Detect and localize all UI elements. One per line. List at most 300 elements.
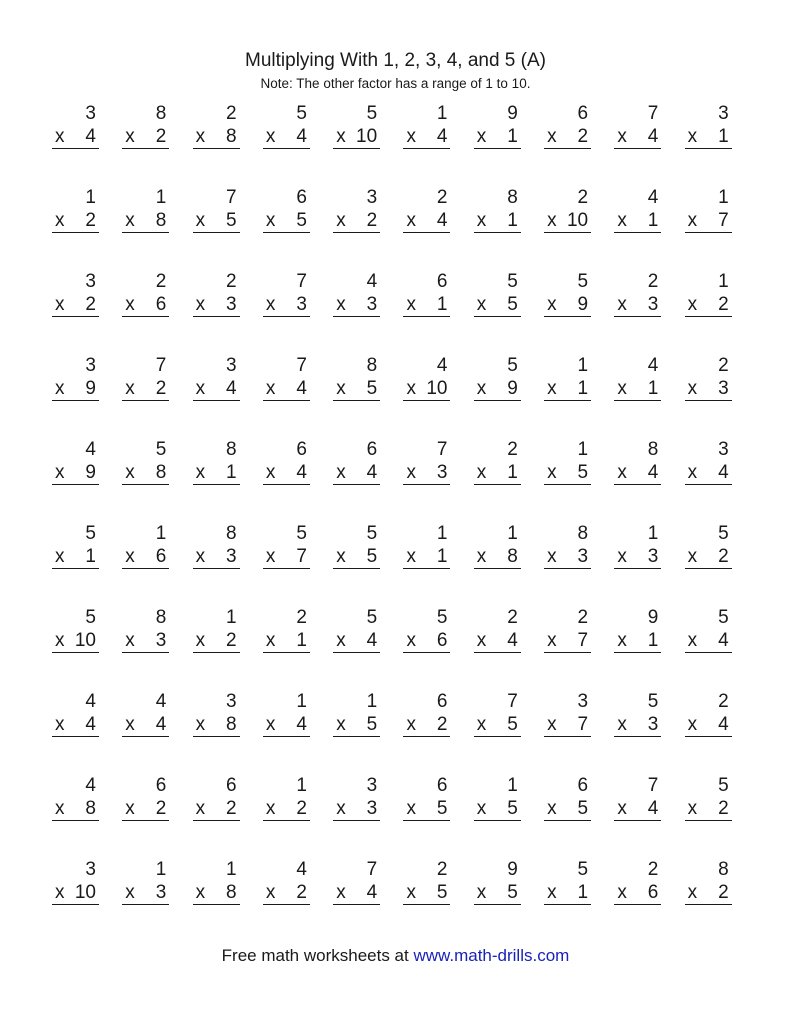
problem <box>614 436 661 520</box>
multiply-sign: x <box>195 210 206 231</box>
problem <box>685 688 732 772</box>
bottom-factor: 4 <box>718 630 729 651</box>
multiply-sign: x <box>125 714 135 735</box>
bottom-factor: 6 <box>436 630 448 651</box>
bottom-factor: 4 <box>718 462 729 483</box>
answer-line <box>263 462 310 485</box>
answer-line <box>544 882 591 905</box>
problem <box>614 688 661 772</box>
multiply-sign: x <box>617 210 627 231</box>
multiply-sign: x <box>687 546 698 567</box>
problem <box>52 184 99 268</box>
answer-line <box>685 210 732 233</box>
answer-line <box>614 882 661 905</box>
top-factor: 6 <box>155 775 167 796</box>
answer-line <box>544 630 591 653</box>
answer-line <box>403 546 450 569</box>
answer-line <box>333 546 380 569</box>
top-factor: 3 <box>366 775 378 796</box>
multiply-sign: x <box>687 378 698 399</box>
worksheet-title: Multiplying With 1, 2, 3, 4, and 5 (A) <box>245 50 546 71</box>
top-factor: 5 <box>366 607 378 628</box>
answer-line <box>403 630 450 653</box>
bottom-factor: 1 <box>507 462 518 483</box>
bottom-factor: 2 <box>718 294 729 315</box>
bottom-factor: 1 <box>507 210 518 231</box>
answer-line <box>193 798 240 821</box>
top-factor: 1 <box>296 691 307 712</box>
problem <box>333 520 380 604</box>
multiply-sign: x <box>195 630 206 651</box>
bottom-factor: 5 <box>507 294 518 315</box>
problem-row <box>52 100 742 184</box>
bottom-factor: 4 <box>296 126 307 147</box>
top-factor: 7 <box>155 355 167 376</box>
bottom-factor: 2 <box>85 294 96 315</box>
top-factor: 5 <box>366 103 378 124</box>
top-factor: 3 <box>85 271 96 292</box>
top-factor: 7 <box>226 187 237 208</box>
bottom-factor: 1 <box>647 378 659 399</box>
top-factor: 4 <box>366 271 378 292</box>
problem <box>474 688 521 772</box>
answer-line <box>122 462 169 485</box>
answer-line <box>52 210 99 233</box>
top-factor: 7 <box>296 271 307 292</box>
answer-line <box>122 546 169 569</box>
top-factor: 8 <box>155 103 167 124</box>
top-factor: 6 <box>366 439 378 460</box>
problem <box>122 352 169 436</box>
top-factor: 2 <box>436 859 448 880</box>
problem <box>685 520 732 604</box>
problem <box>614 520 661 604</box>
multiply-sign: x <box>547 126 557 147</box>
multiply-sign: x <box>125 546 135 567</box>
multiply-sign: x <box>336 798 346 819</box>
top-factor: 1 <box>155 187 167 208</box>
bottom-factor: 7 <box>577 630 589 651</box>
top-factor: 5 <box>718 607 729 628</box>
top-factor: 4 <box>85 439 96 460</box>
problem <box>333 856 380 940</box>
bottom-factor: 8 <box>155 462 167 483</box>
multiply-sign: x <box>336 546 346 567</box>
answer-line <box>474 126 521 149</box>
multiply-sign: x <box>687 798 698 819</box>
bottom-factor: 5 <box>507 882 518 903</box>
bottom-factor: 5 <box>366 546 378 567</box>
answer-line <box>544 210 591 233</box>
top-factor: 5 <box>507 271 518 292</box>
top-factor: 8 <box>647 439 659 460</box>
bottom-factor: 7 <box>577 714 589 735</box>
multiply-sign: x <box>55 294 65 315</box>
multiply-sign: x <box>265 210 276 231</box>
bottom-factor: 9 <box>85 378 96 399</box>
bottom-factor: 4 <box>85 126 96 147</box>
bottom-factor: 1 <box>85 546 96 567</box>
bottom-factor: 7 <box>718 210 729 231</box>
top-factor: 5 <box>85 523 96 544</box>
problem <box>614 352 661 436</box>
problem <box>52 352 99 436</box>
answer-line <box>193 126 240 149</box>
answer-line <box>263 294 310 317</box>
bottom-factor: 3 <box>226 294 237 315</box>
multiply-sign: x <box>547 630 557 651</box>
bottom-factor: 5 <box>296 210 307 231</box>
multiply-sign: x <box>265 882 276 903</box>
answer-line <box>403 126 450 149</box>
multiply-sign: x <box>55 714 65 735</box>
problem <box>614 100 661 184</box>
answer-line <box>403 294 450 317</box>
bottom-factor: 3 <box>647 294 659 315</box>
problem <box>263 100 310 184</box>
answer-line <box>52 798 99 821</box>
bottom-factor: 5 <box>507 798 518 819</box>
problem <box>614 604 661 688</box>
problem <box>122 184 169 268</box>
top-factor: 6 <box>296 187 307 208</box>
top-factor: 1 <box>507 523 518 544</box>
problem <box>685 772 732 856</box>
bottom-factor: 1 <box>647 630 659 651</box>
bottom-factor: 3 <box>436 462 448 483</box>
answer-line <box>122 630 169 653</box>
multiply-sign: x <box>406 546 416 567</box>
answer-line <box>333 882 380 905</box>
top-factor: 3 <box>85 355 96 376</box>
problem <box>333 352 380 436</box>
problem <box>614 268 661 352</box>
answer-line <box>544 294 591 317</box>
multiply-sign: x <box>406 294 416 315</box>
bottom-factor: 2 <box>718 546 729 567</box>
answer-line <box>685 294 732 317</box>
answer-line <box>614 210 661 233</box>
top-factor: 5 <box>366 523 378 544</box>
bottom-factor: 2 <box>85 210 96 231</box>
bottom-factor: 2 <box>155 378 167 399</box>
answer-line <box>403 378 450 401</box>
problem <box>263 772 310 856</box>
answer-line <box>193 462 240 485</box>
answer-line <box>122 294 169 317</box>
answer-line <box>685 378 732 401</box>
bottom-factor: 1 <box>226 462 237 483</box>
top-factor: 8 <box>226 439 237 460</box>
problem <box>122 520 169 604</box>
bottom-factor: 2 <box>226 630 237 651</box>
bottom-factor: 4 <box>647 798 659 819</box>
multiply-sign: x <box>617 378 627 399</box>
answer-line <box>122 798 169 821</box>
problem <box>614 772 661 856</box>
multiply-sign: x <box>336 210 346 231</box>
problem <box>122 856 169 940</box>
answer-line <box>263 798 310 821</box>
bottom-factor: 2 <box>296 798 307 819</box>
problem <box>403 604 450 688</box>
multiply-sign: x <box>476 546 487 567</box>
multiply-sign: x <box>547 546 557 567</box>
problem <box>52 100 99 184</box>
problem <box>193 856 240 940</box>
problem <box>403 184 450 268</box>
multiply-sign: x <box>406 126 416 147</box>
answer-line <box>333 714 380 737</box>
top-factor: 6 <box>436 271 448 292</box>
problem <box>544 856 591 940</box>
top-factor: 7 <box>366 859 378 880</box>
problem <box>685 268 732 352</box>
answer-line <box>544 462 591 485</box>
multiply-sign: x <box>195 126 206 147</box>
bottom-factor: 1 <box>577 882 589 903</box>
top-factor: 1 <box>155 859 167 880</box>
problem <box>193 184 240 268</box>
top-factor: 2 <box>647 271 659 292</box>
top-factor: 2 <box>296 607 307 628</box>
bottom-factor: 3 <box>647 546 659 567</box>
problem <box>333 688 380 772</box>
problem <box>193 604 240 688</box>
answer-line <box>685 882 732 905</box>
top-factor: 9 <box>507 859 518 880</box>
problem <box>403 268 450 352</box>
problem <box>403 352 450 436</box>
bottom-factor: 3 <box>366 294 378 315</box>
bottom-factor: 4 <box>296 378 307 399</box>
problem <box>403 688 450 772</box>
footer-link[interactable]: www.math-drills.com <box>413 946 570 965</box>
answer-line <box>614 378 661 401</box>
problem-row <box>52 352 742 436</box>
answer-line <box>614 798 661 821</box>
bottom-factor: 4 <box>436 126 448 147</box>
bottom-factor: 2 <box>226 798 237 819</box>
bottom-factor: 6 <box>155 294 167 315</box>
problem <box>685 184 732 268</box>
multiply-sign: x <box>55 378 65 399</box>
answer-line <box>122 210 169 233</box>
multiply-sign: x <box>547 294 557 315</box>
multiply-sign: x <box>547 462 557 483</box>
top-factor: 7 <box>647 103 659 124</box>
bottom-factor: 4 <box>647 462 659 483</box>
multiply-sign: x <box>55 546 65 567</box>
problem <box>685 352 732 436</box>
top-factor: 7 <box>647 775 659 796</box>
answer-line <box>544 378 591 401</box>
bottom-factor: 7 <box>296 546 307 567</box>
answer-line <box>193 882 240 905</box>
bottom-factor: 2 <box>718 798 729 819</box>
top-factor: 1 <box>436 103 448 124</box>
answer-line <box>474 546 521 569</box>
multiply-sign: x <box>336 630 346 651</box>
bottom-factor: 4 <box>718 714 729 735</box>
problem-row <box>52 184 742 268</box>
answer-line <box>474 630 521 653</box>
answer-line <box>193 546 240 569</box>
bottom-factor: 10 <box>356 126 378 147</box>
multiply-sign: x <box>55 630 65 651</box>
multiply-sign: x <box>265 630 276 651</box>
multiply-sign: x <box>617 714 627 735</box>
problem <box>122 100 169 184</box>
top-factor: 1 <box>647 523 659 544</box>
multiply-sign: x <box>617 630 627 651</box>
multiply-sign: x <box>687 210 698 231</box>
multiply-sign: x <box>125 882 135 903</box>
multiply-sign: x <box>406 798 416 819</box>
answer-line <box>403 798 450 821</box>
bottom-factor: 4 <box>85 714 96 735</box>
top-factor: 2 <box>577 607 589 628</box>
footer-text: Free math worksheets at <box>221 946 414 965</box>
bottom-factor: 3 <box>155 882 167 903</box>
problem <box>474 856 521 940</box>
problem <box>544 688 591 772</box>
problem <box>403 772 450 856</box>
top-factor: 6 <box>296 439 307 460</box>
bottom-factor: 1 <box>718 126 729 147</box>
answer-line <box>474 210 521 233</box>
bottom-factor: 3 <box>647 714 659 735</box>
multiply-sign: x <box>336 882 346 903</box>
top-factor: 8 <box>155 607 167 628</box>
top-factor: 5 <box>507 355 518 376</box>
problem <box>685 856 732 940</box>
answer-line <box>685 630 732 653</box>
multiply-sign: x <box>687 714 698 735</box>
bottom-factor: 9 <box>85 462 96 483</box>
multiply-sign: x <box>195 798 206 819</box>
bottom-factor: 6 <box>155 546 167 567</box>
bottom-factor: 3 <box>366 798 378 819</box>
multiply-sign: x <box>336 714 346 735</box>
answer-line <box>544 546 591 569</box>
problem <box>122 688 169 772</box>
bottom-factor: 9 <box>577 294 589 315</box>
bottom-factor: 8 <box>226 126 237 147</box>
top-factor: 1 <box>226 607 237 628</box>
answer-line <box>474 882 521 905</box>
bottom-factor: 3 <box>226 546 237 567</box>
top-factor: 1 <box>718 271 729 292</box>
multiply-sign: x <box>406 882 416 903</box>
multiply-sign: x <box>476 630 487 651</box>
answer-line <box>474 798 521 821</box>
problem <box>122 604 169 688</box>
top-factor: 4 <box>296 859 307 880</box>
bottom-factor: 5 <box>507 714 518 735</box>
multiply-sign: x <box>476 126 487 147</box>
answer-line <box>193 210 240 233</box>
multiply-sign: x <box>617 126 627 147</box>
multiply-sign: x <box>476 210 487 231</box>
problem <box>685 436 732 520</box>
problem <box>333 268 380 352</box>
problem <box>403 856 450 940</box>
problem <box>263 352 310 436</box>
top-factor: 2 <box>507 439 518 460</box>
problem <box>544 520 591 604</box>
bottom-factor: 1 <box>577 378 589 399</box>
problem <box>52 772 99 856</box>
top-factor: 4 <box>85 775 96 796</box>
answer-line <box>52 462 99 485</box>
answer-line <box>333 294 380 317</box>
top-factor: 6 <box>226 775 237 796</box>
top-factor: 2 <box>718 691 729 712</box>
problem <box>122 436 169 520</box>
top-factor: 6 <box>436 691 448 712</box>
top-factor: 1 <box>507 775 518 796</box>
problem <box>474 352 521 436</box>
bottom-factor: 10 <box>426 378 448 399</box>
worksheet-note: Note: The other factor has a range of 1 to 10. <box>260 76 531 91</box>
multiply-sign: x <box>125 210 135 231</box>
bottom-factor: 4 <box>226 378 237 399</box>
problem <box>685 100 732 184</box>
answer-line <box>403 462 450 485</box>
multiply-sign: x <box>406 210 416 231</box>
bottom-factor: 1 <box>507 126 518 147</box>
top-factor: 1 <box>155 523 167 544</box>
problem <box>474 100 521 184</box>
top-factor: 4 <box>647 355 659 376</box>
multiply-sign: x <box>406 378 416 399</box>
multiply-sign: x <box>125 462 135 483</box>
top-factor: 5 <box>296 103 307 124</box>
answer-line <box>263 126 310 149</box>
answer-line <box>193 714 240 737</box>
top-factor: 7 <box>507 691 518 712</box>
bottom-factor: 10 <box>74 630 96 651</box>
multiply-sign: x <box>195 714 206 735</box>
multiply-sign: x <box>55 126 65 147</box>
answer-line <box>403 882 450 905</box>
top-factor: 5 <box>296 523 307 544</box>
multiply-sign: x <box>265 798 276 819</box>
bottom-factor: 3 <box>718 378 729 399</box>
problem <box>263 436 310 520</box>
top-factor: 5 <box>647 691 659 712</box>
problem <box>614 856 661 940</box>
answer-line <box>122 714 169 737</box>
answer-line <box>403 210 450 233</box>
bottom-factor: 10 <box>74 882 96 903</box>
problem <box>263 688 310 772</box>
top-factor: 7 <box>296 355 307 376</box>
footer <box>0 945 791 967</box>
problem <box>193 520 240 604</box>
top-factor: 6 <box>436 775 448 796</box>
top-factor: 1 <box>366 691 378 712</box>
problem <box>263 520 310 604</box>
bottom-factor: 4 <box>366 882 378 903</box>
bottom-factor: 4 <box>366 462 378 483</box>
multiply-sign: x <box>476 378 487 399</box>
problem <box>193 100 240 184</box>
answer-line <box>333 210 380 233</box>
bottom-factor: 5 <box>436 798 448 819</box>
multiply-sign: x <box>336 462 346 483</box>
